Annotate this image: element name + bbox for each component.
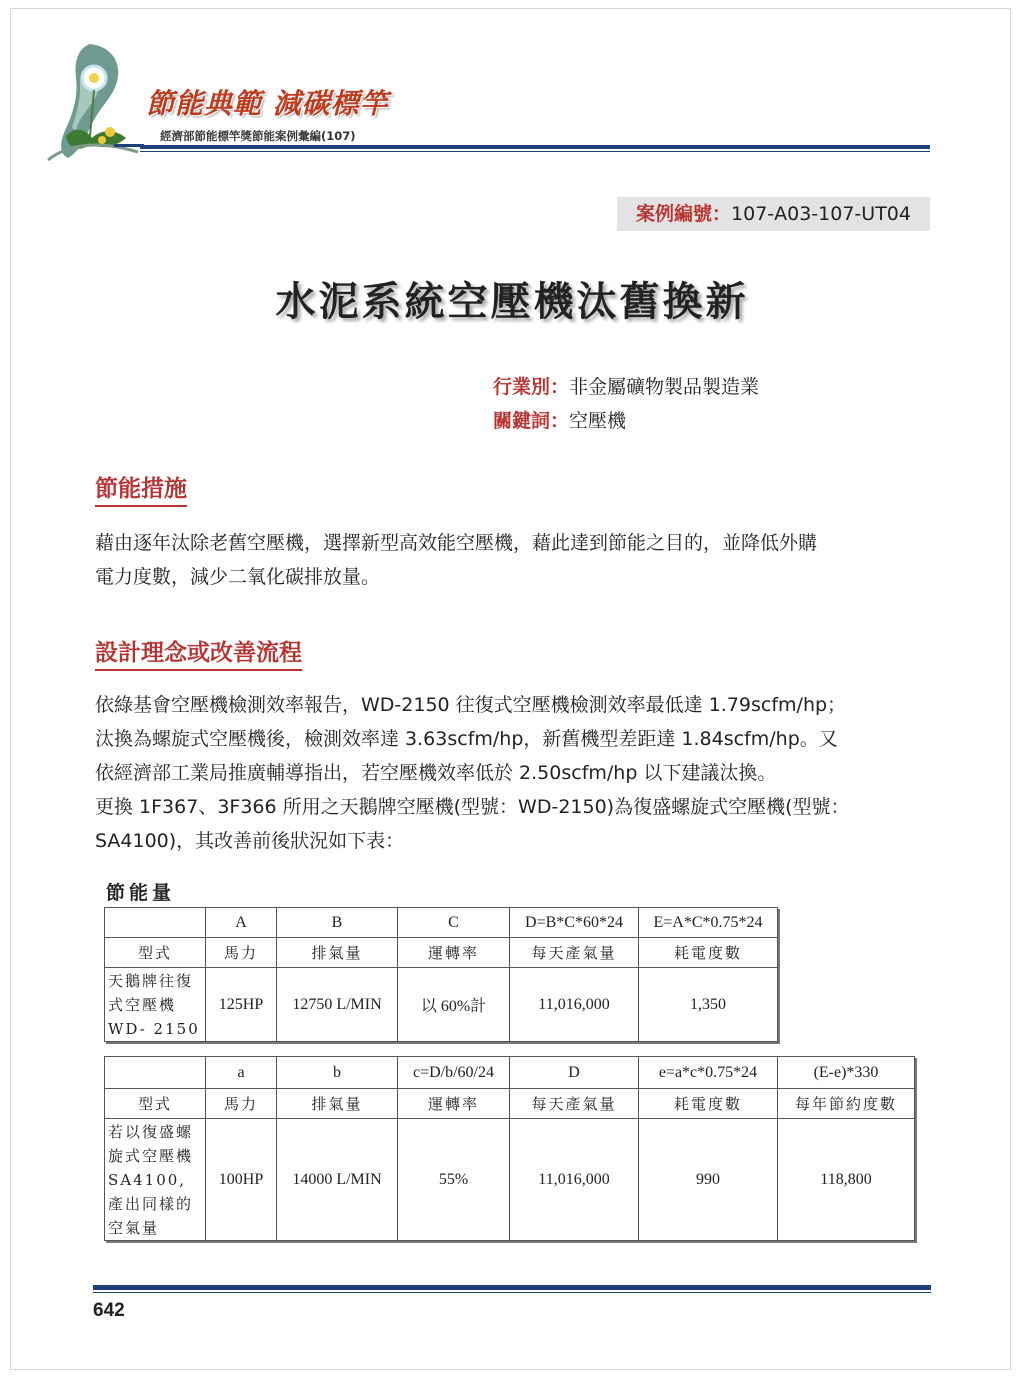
footer-rule: [93, 1285, 931, 1293]
savings-table-before: [104, 907, 778, 1042]
case-number-label: 案例編號：: [636, 203, 732, 225]
keyword-value: 空壓機: [569, 410, 627, 432]
table-header-cell: 運轉率: [398, 938, 510, 968]
table-row: [105, 1119, 915, 1241]
table-header-cell: 馬力: [206, 938, 277, 968]
brand-subtitle: 經濟部節能標竿獎節能案例彙編(107): [160, 129, 356, 143]
table-formula-row: [105, 908, 778, 938]
table-cell: C: [398, 908, 510, 938]
table-formula-row: [105, 1057, 915, 1089]
table-header-row: [105, 1089, 915, 1119]
table-cell-model: 若以復盛螺旋式空壓機SA4100,產出同樣的空氣量: [105, 1119, 206, 1241]
section-paragraph-design: [95, 688, 935, 858]
keyword-line: [493, 406, 626, 433]
table-header-cell: 馬力: [206, 1089, 277, 1119]
industry-value: 非金屬礦物製品製造業: [569, 376, 760, 398]
table-cell: b: [277, 1057, 398, 1089]
case-number-value: 107-A03-107-UT04: [731, 203, 911, 225]
table-header-cell: 每天產氣量: [510, 1089, 639, 1119]
paragraph-line: SA4100)，其改善前後狀況如下表：: [95, 830, 405, 852]
table-header-cell: 每年節約度數: [778, 1089, 915, 1119]
table-cell: 990: [639, 1119, 778, 1241]
table-cell: E=A*C*0.75*24: [639, 908, 778, 938]
table-cell: 以 60%計: [398, 968, 510, 1042]
table-cell: 1,350: [639, 968, 778, 1042]
table-cell: D: [510, 1057, 639, 1089]
paragraph-line: 藉由逐年汰除老舊空壓機，選擇新型高效能空壓機，藉此達到節能之目的，並降低外購: [95, 532, 818, 554]
section-heading-measures: 節能措施: [95, 470, 187, 507]
document-title: 水泥系統空壓機汰舊換新: [275, 279, 749, 325]
table-cell-model: 天鵝牌往復式空壓機WD- 2150: [105, 968, 206, 1042]
table-cell: 118,800: [778, 1119, 915, 1241]
savings-table-after: [104, 1056, 915, 1241]
industry-line: [493, 372, 759, 399]
table-header-cell: 型式: [105, 938, 206, 968]
brand-title: 節能典範 減碳標竿: [146, 87, 389, 120]
taiwan-flower-emblem-icon: [28, 40, 148, 175]
table-cell: A: [206, 908, 277, 938]
paragraph-line: 更換 1F367、3F366 所用之天鵝牌空壓機(型號：WD-2150)為復盛螺旋式空壓機(型號：: [95, 796, 850, 818]
paragraph-line: 電力度數，減少二氧化碳排放量。: [95, 566, 381, 588]
table-cell: 55%: [398, 1119, 510, 1241]
table-cell: 14000 L/MIN: [277, 1119, 398, 1241]
table-header-cell: 每天產氣量: [510, 938, 639, 968]
section-paragraph-measures: [95, 526, 935, 594]
table-cell: 12750 L/MIN: [277, 968, 398, 1042]
table-header-cell: 型式: [105, 1089, 206, 1119]
table-cell: 11,016,000: [510, 1119, 639, 1241]
table-cell: D=B*C*60*24: [510, 908, 639, 938]
table-cell: a: [206, 1057, 277, 1089]
industry-label: 行業別：: [493, 376, 570, 398]
table-cell: 11,016,000: [510, 968, 639, 1042]
table-cell: 125HP: [206, 968, 277, 1042]
table-header-cell: 耗電度數: [639, 1089, 778, 1119]
section-heading-design: 設計理念或改善流程: [95, 634, 302, 671]
table-cell: e=a*c*0.75*24: [639, 1057, 778, 1089]
table-header-row: [105, 938, 778, 968]
table-header-cell: 耗電度數: [639, 938, 778, 968]
table-cell: c=D/b/60/24: [398, 1057, 510, 1089]
table-cell: B: [277, 908, 398, 938]
table-header-cell: 排氣量: [277, 1089, 398, 1119]
table-cell: 100HP: [206, 1119, 277, 1241]
table-caption: 節能量: [106, 882, 176, 904]
table-row: [105, 968, 778, 1042]
header-rule: [140, 145, 930, 152]
paragraph-line: 依綠基會空壓機檢測效率報告，WD-2150 往復式空壓機檢測效率最低達 1.79scfm/hp；: [95, 694, 847, 716]
keyword-label: 關鍵詞：: [493, 410, 570, 432]
table-cell: (E-e)*330: [778, 1057, 915, 1089]
table-header-cell: 排氣量: [277, 938, 398, 968]
paragraph-line: 依經濟部工業局推廣輔導指出，若空壓機效率低於 2.50scfm/hp 以下建議汰換。: [95, 762, 777, 784]
table-header-cell: 運轉率: [398, 1089, 510, 1119]
table-cell: [105, 1057, 206, 1089]
page-number: 642: [93, 1300, 125, 1321]
table-cell: [105, 908, 206, 938]
case-number-box: [617, 197, 930, 231]
paragraph-line: 汰換為螺旋式空壓機後，檢測效率達 3.63scfm/hp，新舊機型差距達 1.84scfm/hp。又: [95, 728, 838, 750]
